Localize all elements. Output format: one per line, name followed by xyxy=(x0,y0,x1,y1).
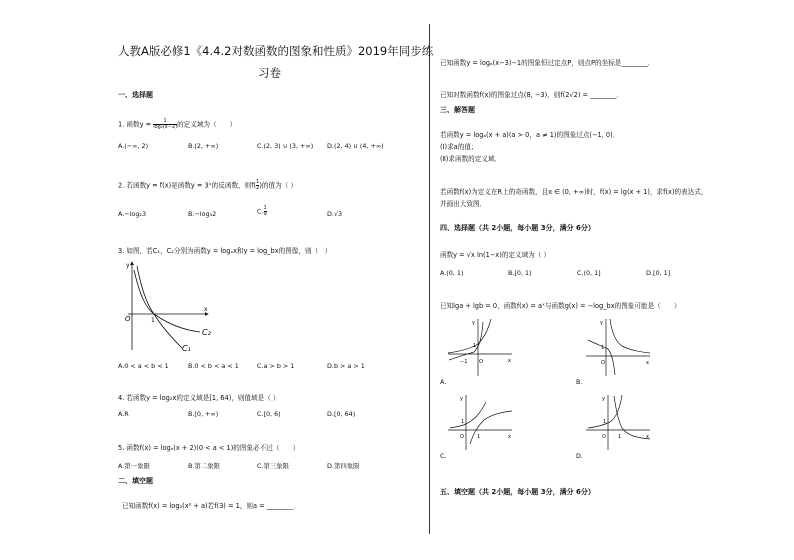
q1-option-d[interactable]: D.(2, 4) ∪ (4, +∞) xyxy=(327,142,384,150)
q4-option-b[interactable]: B.[0, +∞) xyxy=(188,410,219,418)
q5-option-a[interactable]: A.第一象限 xyxy=(118,462,150,470)
q7-option-c[interactable]: C. xyxy=(440,452,447,460)
graph-c-y: y xyxy=(460,396,463,402)
section-heading-3: 三、解答题 xyxy=(440,106,475,114)
graph-c-1: 1 xyxy=(461,419,465,425)
q5-option-c[interactable]: C.第三象限 xyxy=(257,462,290,470)
question-5: 5. 函数f(x) = logₐ(x + 2)(0 < a < 1)的图象必不过（ ） xyxy=(118,444,300,452)
q3-curve-c1 xyxy=(137,266,182,348)
q5-option-d[interactable]: D.第四象限 xyxy=(327,462,360,470)
answer-2-line2: 并画出大致图． xyxy=(440,200,487,208)
graph-c-1x: 1 xyxy=(477,434,481,440)
q7-option-d[interactable]: D. xyxy=(576,452,583,460)
question-7: 已知lga + lgb = 0，函数f(x) = aˣ与函数g(x) = −log_bx的图象可能是（ ） xyxy=(440,302,681,310)
q4-option-a[interactable]: A.R xyxy=(118,410,129,418)
q4-option-d[interactable]: D.[0, 64) xyxy=(327,410,356,418)
q7-graph-d xyxy=(584,392,654,452)
q6-option-a[interactable]: A.(0, 1) xyxy=(440,269,464,277)
q3-option-a[interactable]: A.0 < a < b < 1 xyxy=(118,362,169,370)
q2-option-b[interactable]: B.−log₃2 xyxy=(188,210,217,218)
q5-option-b[interactable]: B.第二象限 xyxy=(188,462,220,470)
section-heading-1: 一、选择题 xyxy=(118,91,153,99)
q6-option-c[interactable]: C.(0, 1] xyxy=(577,269,601,277)
q1-option-a[interactable]: A.(−∞, 2) xyxy=(118,142,149,150)
q2-option-a[interactable]: A.−log₂3 xyxy=(118,210,147,218)
graph-b-y: y xyxy=(600,320,603,326)
answer-1-line1: 若函数y = logₐ(x + a)(a > 0，a ≠ 1)的图象过点(−1, 0)． xyxy=(440,131,620,139)
q2-option-c[interactable] xyxy=(257,206,267,217)
q7-option-a[interactable]: A. xyxy=(440,378,447,386)
q7-graph-c xyxy=(446,392,516,452)
q1-frac-den: log₂(x−2) xyxy=(153,124,178,130)
q2-frac-num: 1 xyxy=(256,179,260,185)
q6-option-b[interactable]: B.[0, 1) xyxy=(508,269,532,277)
graph-d-1: 1 xyxy=(603,419,607,425)
q7-graph-a xyxy=(446,316,516,378)
fill-question-2: 已知函数y = logₐ(x−3)−1的图象恒过定点P，则点P的坐标是________． xyxy=(440,59,655,67)
graph-a-o: O xyxy=(479,359,483,365)
page-title-cont: 习卷 xyxy=(258,66,281,80)
q2-c-prefix: C. xyxy=(257,207,264,216)
q1-frac-num: 1 xyxy=(153,119,177,125)
graph-b-1: 1 xyxy=(601,345,605,351)
q3-graph xyxy=(118,258,218,354)
question-2 xyxy=(118,180,297,191)
graph-d-o: O xyxy=(602,434,606,440)
q2-option-d[interactable]: D.√3 xyxy=(327,210,343,218)
q6-option-d[interactable]: D.[0, 1] xyxy=(646,269,671,277)
graph-a-1: 1 xyxy=(473,343,477,349)
question-3: 3. 如图，若C₁，C₂分别为函数y = logₐx和y = log_bx的图像，则（ ） xyxy=(118,247,332,255)
question-6: 函数y = √x ln(1−x)的定义域为（ ） xyxy=(440,251,551,259)
graph-a-neg1: −1 xyxy=(460,359,468,365)
q2-stem: 2. 若函数y = f(x)是函数y = 3ˣ的反函数，则f( xyxy=(118,181,257,190)
q2-c-fraction xyxy=(264,206,267,217)
q3-x-label: x xyxy=(204,306,208,313)
fill-question-1: 已知函数f(x) = log₂(x² + a)若f(3) = 1，则a = ________． xyxy=(122,502,300,510)
graph-b-o: O xyxy=(601,360,605,366)
section-heading-2: 二、填空题 xyxy=(118,477,153,485)
q2-c-den: 9 xyxy=(263,211,267,217)
q3-option-c[interactable]: C.a > b > 1 xyxy=(257,362,295,370)
q1-stem: 1. 函数y = xyxy=(118,120,154,129)
graph-d-y: y xyxy=(602,396,605,402)
q7-graph-b xyxy=(584,316,654,378)
graph-b-x: x xyxy=(646,360,649,366)
graph-c-o: O xyxy=(460,434,464,440)
answer-2-line1: 若函数f(x)为定义在R上的奇函数，且x ∈ (0, +∞)时，f(x) = lg(x + 1)，求f(x)的表达式， xyxy=(440,188,708,196)
q1-option-b[interactable]: B.(2, +∞) xyxy=(188,142,219,150)
column-divider xyxy=(429,24,430,534)
q3-origin-label: O xyxy=(125,315,131,323)
q3-curve-c2 xyxy=(134,270,200,332)
question-4: 4. 若函数y = log₂x的定义域是[1, 64)，则值域是（ ） xyxy=(118,394,280,402)
q3-c1-label: C₁ xyxy=(182,344,191,353)
page-title: 人教A版必修1《4.4.2对数函数的图象和性质》2019年同步练 xyxy=(118,44,434,58)
question-1 xyxy=(118,119,236,130)
q3-c2-label: C₂ xyxy=(202,328,211,337)
section-heading-5: 五、填空题（共 2小题，每小题 3分，满分 6分） xyxy=(440,488,595,496)
q2-stem-tail: )的值为（ ） xyxy=(259,181,297,190)
graph-d-x: x xyxy=(646,434,649,440)
q2-frac-den: 2 xyxy=(256,185,260,191)
q1-stem-tail: 的定义域为（ ） xyxy=(177,120,237,129)
answer-1-line2: (Ⅰ)求a的值； xyxy=(440,143,478,151)
graph-c-x: x xyxy=(508,434,511,440)
q3-option-d[interactable]: D.b > a > 1 xyxy=(327,362,365,370)
q3-y-label: y xyxy=(126,262,130,269)
q2-c-num: 1 xyxy=(263,205,267,211)
fill-question-3: 已知对数函数f(x)的图象过点(8, −3)，则f(2√2) = ________． xyxy=(440,91,624,99)
q4-option-c[interactable]: C.[0, 6) xyxy=(257,410,281,418)
section-heading-4: 四、选择题（共 2小题，每小题 3分，满分 6分） xyxy=(440,224,595,232)
graph-a-x: x xyxy=(508,358,511,364)
q3-one-label: 1 xyxy=(151,317,155,324)
q1-option-c[interactable]: C.(2, 3) ∪ (3, +∞) xyxy=(257,142,314,150)
q7-option-b[interactable]: B. xyxy=(576,378,583,386)
graph-d-1x: 1 xyxy=(618,434,622,440)
answer-1-line3: (Ⅱ)求函数的定义域． xyxy=(440,155,502,163)
q1-fraction xyxy=(153,119,177,130)
q3-option-b[interactable]: B.0 < b < a < 1 xyxy=(188,362,239,370)
graph-a-y: y xyxy=(472,320,475,326)
